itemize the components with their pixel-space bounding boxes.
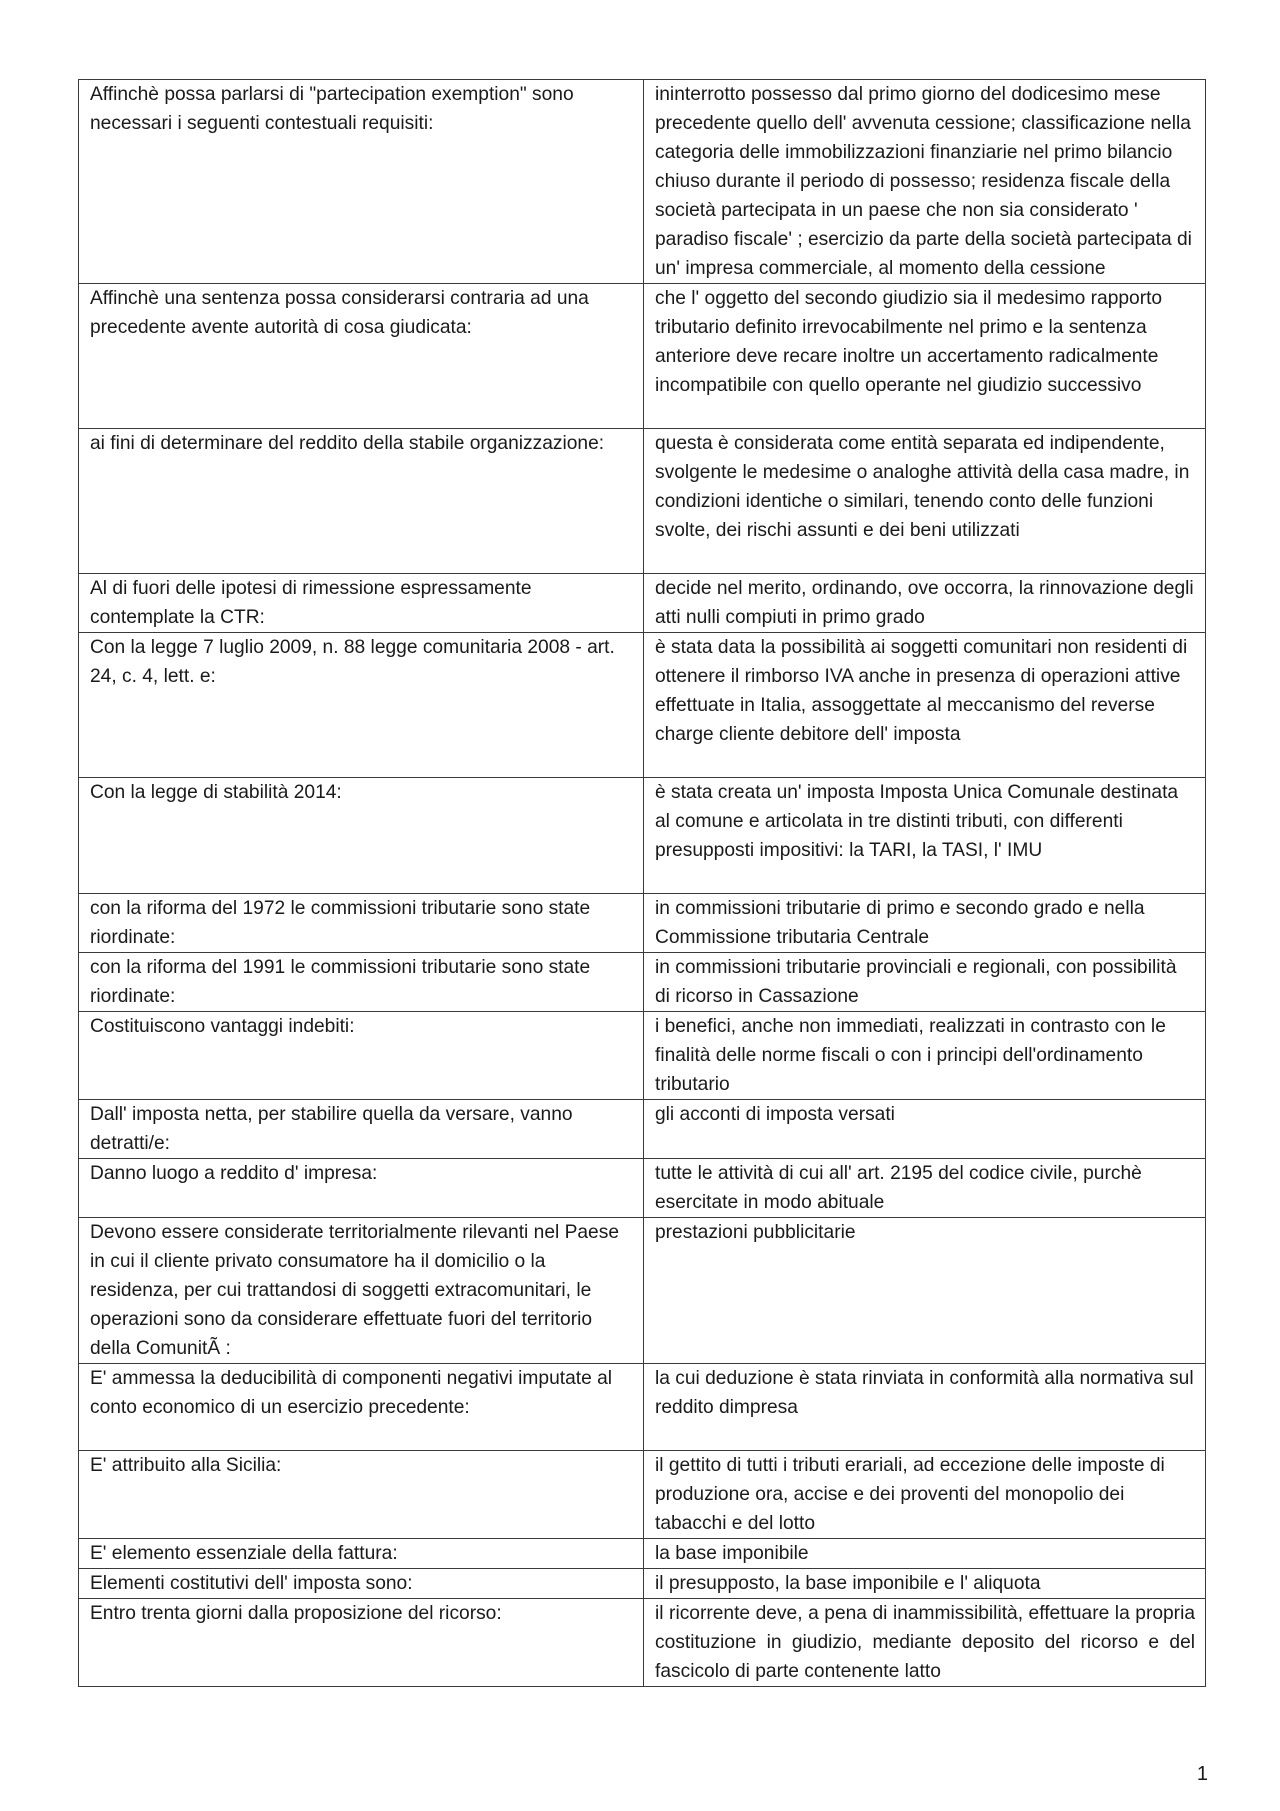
table-row (79, 953, 1206, 1012)
question-cell: Devono essere considerate territorialmente rilevanti nel Paese in cui il cliente privato consumatore ha il domicilio o la residenza, per cui trattandosi di soggetti extracomunitari, le operazioni sono da considerare effettuate fuori del territorio della ComunitÃ : (79, 1218, 644, 1364)
answer-cell: gli acconti di imposta versati (644, 1100, 1206, 1159)
table-row (79, 80, 1206, 284)
table-row (79, 574, 1206, 633)
table-row (79, 1159, 1206, 1218)
table-row (79, 284, 1206, 429)
question-cell: Dall' imposta netta, per stabilire quella da versare, vanno detratti/e: (79, 1100, 644, 1159)
answer-cell: in commissioni tributarie di primo e secondo grado e nella Commissione tributaria Centrale (644, 894, 1206, 953)
answer-cell: il gettito di tutti i tributi erariali, ad eccezione delle imposte di produzione ora, accise e dei proventi del monopolio dei tabacchi e del lotto (644, 1451, 1206, 1539)
question-cell: con la riforma del 1972 le commissioni tributarie sono state riordinate: (79, 894, 644, 953)
question-cell: con la riforma del 1991 le commissioni tributarie sono state riordinate: (79, 953, 644, 1012)
table-row (79, 1599, 1206, 1687)
table-row (79, 1364, 1206, 1451)
question-cell: E' elemento essenziale della fattura: (79, 1539, 644, 1569)
answer-cell: questa è considerata come entità separata ed indipendente, svolgente le medesime o analoghe attività della casa madre, in condizioni identiche o similari, tenendo conto delle funzioni svolte, dei rischi assunti e dei beni utilizzati (644, 429, 1206, 574)
page-number: 1 (1196, 1763, 1208, 1785)
answer-cell: la cui deduzione è stata rinviata in conformità alla normativa sul reddito dimpresa (644, 1364, 1206, 1451)
question-cell: E' attribuito alla Sicilia: (79, 1451, 644, 1539)
table-row (79, 1451, 1206, 1539)
table-row (79, 778, 1206, 894)
answer-cell: tutte le attività di cui all' art. 2195 del codice civile, purchè esercitate in modo abituale (644, 1159, 1206, 1218)
question-cell: ai fini di determinare del reddito della stabile organizzazione: (79, 429, 644, 574)
question-cell: Affinchè una sentenza possa considerarsi contraria ad una precedente avente autorità di cosa giudicata: (79, 284, 644, 429)
table-row (79, 894, 1206, 953)
answer-cell: il presupposto, la base imponibile e l' aliquota (644, 1569, 1206, 1599)
answer-cell: è stata creata un' imposta Imposta Unica Comunale destinata al comune e articolata in tre distinti tributi, con differenti presupposti impositivi: la TARI, la TASI, l' IMU (644, 778, 1206, 894)
answer-cell: ininterrotto possesso dal primo giorno del dodicesimo mese precedente quello dell' avvenuta cessione; classificazione nella categoria delle immobilizzazioni finanziarie nel primo bilancio chiuso durante il periodo di possesso; residenza fiscale della società partecipata in un paese che non sia considerato ' paradiso fiscale' ; esercizio da parte della società partecipata di un' impresa commerciale, al momento della cessione (644, 80, 1206, 284)
question-cell: Affinchè possa parlarsi di "partecipation exemption" sono necessari i seguenti contestuali requisiti: (79, 80, 644, 284)
qa-table (78, 79, 1206, 1687)
answer-cell: il ricorrente deve, a pena di inammissibilità, effettuare la propria costituzione in giudizio, mediante deposito del ricorso e del fascicolo di parte contenente latto (644, 1599, 1206, 1687)
question-cell: Costituiscono vantaggi indebiti: (79, 1012, 644, 1100)
question-cell: E' ammessa la deducibilità di componenti negativi imputate al conto economico di un esercizio precedente: (79, 1364, 644, 1451)
table-row (79, 1539, 1206, 1569)
question-cell: Danno luogo a reddito d' impresa: (79, 1159, 644, 1218)
table-row (79, 1012, 1206, 1100)
table-row (79, 633, 1206, 778)
question-cell: Elementi costitutivi dell' imposta sono: (79, 1569, 644, 1599)
answer-cell: i benefici, anche non immediati, realizzati in contrasto con le finalità delle norme fiscali o con i principi dell'ordinamento tributario (644, 1012, 1206, 1100)
question-cell: Con la legge 7 luglio 2009, n. 88 legge comunitaria 2008 - art. 24, c. 4, lett. e: (79, 633, 644, 778)
question-cell: Entro trenta giorni dalla proposizione del ricorso: (79, 1599, 644, 1687)
answer-cell: in commissioni tributarie provinciali e regionali, con possibilità di ricorso in Cassazione (644, 953, 1206, 1012)
table-row (79, 1569, 1206, 1599)
answer-cell: che l' oggetto del secondo giudizio sia il medesimo rapporto tributario definito irrevocabilmente nel primo e la sentenza anteriore deve recare inoltre un accertamento radicalmente incompatibile con quello operante nel giudizio successivo (644, 284, 1206, 429)
answer-cell: prestazioni pubblicitarie (644, 1218, 1206, 1364)
answer-cell: la base imponibile (644, 1539, 1206, 1569)
question-cell: Con la legge di stabilità 2014: (79, 778, 644, 894)
answer-cell: è stata data la possibilità ai soggetti comunitari non residenti di ottenere il rimborso IVA anche in presenza di operazioni attive effettuate in Italia, assoggettate al meccanismo del reverse charge cliente debitore dell' imposta (644, 633, 1206, 778)
table-row (79, 1100, 1206, 1159)
table-row (79, 429, 1206, 574)
table-row (79, 1218, 1206, 1364)
question-cell: Al di fuori delle ipotesi di rimessione espressamente contemplate la CTR: (79, 574, 644, 633)
answer-cell: decide nel merito, ordinando, ove occorra, la rinnovazione degli atti nulli compiuti in primo grado (644, 574, 1206, 633)
